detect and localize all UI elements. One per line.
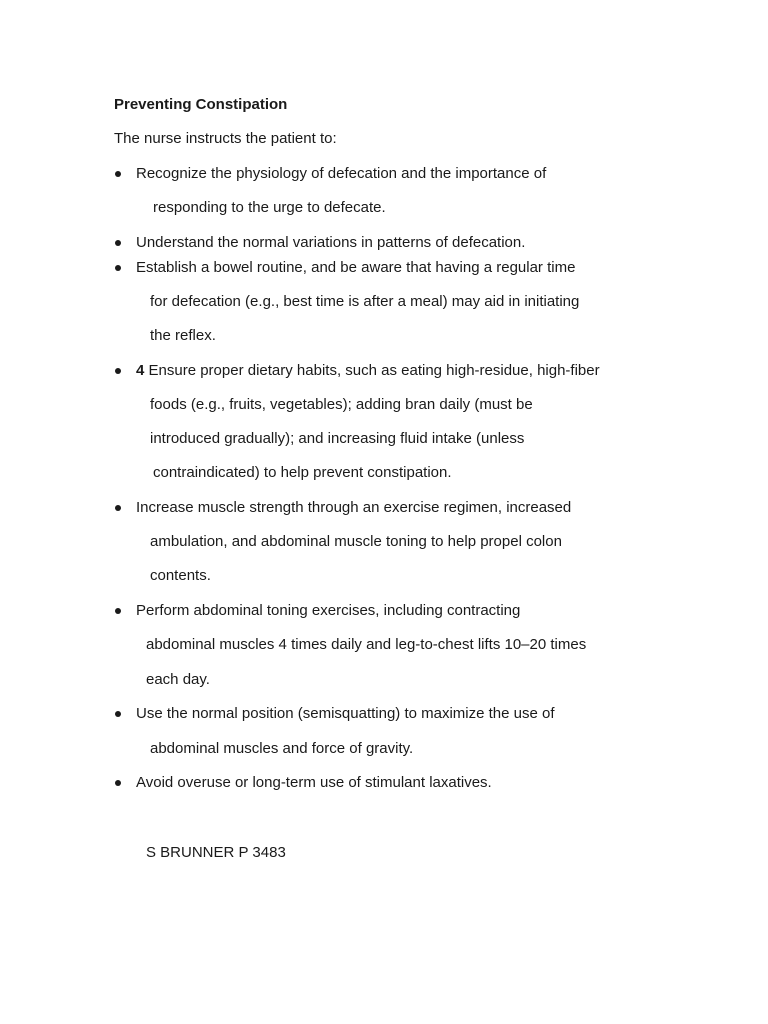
list-item-line: Use the normal position (semisquatting) to maximize the use of — [136, 705, 555, 722]
source-citation: S BRUNNER P 3483 — [146, 844, 286, 861]
bullet-icon — [115, 780, 121, 786]
list-item-line: abdominal muscles and force of gravity. — [150, 740, 414, 757]
list-item-text: Ensure proper dietary habits, such as eating high-residue, high-fiber — [148, 362, 600, 379]
list-item-line: introduced gradually); and increasing fluid intake (unless — [150, 430, 525, 447]
list-item-line: the reflex. — [150, 327, 216, 344]
intro-text: The nurse instructs the patient to: — [114, 130, 337, 147]
item-number: 4 — [136, 362, 145, 379]
list-item-line: Establish a bowel routine, and be aware that having a regular time — [136, 259, 576, 276]
list-item-line: Avoid overuse or long-term use of stimulant laxatives. — [136, 774, 492, 791]
bullet-icon — [115, 711, 121, 717]
list-item-line: for defecation (e.g., best time is after a meal) may aid in initiating — [150, 293, 580, 310]
list-item-line: responding to the urge to defecate. — [153, 199, 386, 216]
list-item-line: Understand the normal variations in patterns of defecation. — [136, 234, 526, 251]
bullet-icon — [115, 505, 121, 511]
list-item-line: each day. — [146, 671, 210, 688]
list-item-line: contraindicated) to help prevent constipation. — [153, 464, 452, 481]
list-item-line: ambulation, and abdominal muscle toning to help propel colon — [150, 533, 562, 550]
document-title: Preventing Constipation — [114, 96, 288, 113]
bullet-icon — [115, 368, 121, 374]
list-item-line: Increase muscle strength through an exercise regimen, increased — [136, 499, 572, 516]
list-item-line: abdominal muscles 4 times daily and leg-to-chest lifts 10–20 times — [146, 636, 587, 653]
bullet-icon — [115, 265, 121, 271]
list-item-line: foods (e.g., fruits, vegetables); adding bran daily (must be — [150, 396, 533, 413]
list-item-line — [136, 362, 600, 380]
list-item-line: contents. — [150, 567, 211, 584]
list-item-line: Perform abdominal toning exercises, including contracting — [136, 602, 521, 619]
bullet-icon — [115, 240, 121, 246]
bullet-icon — [115, 171, 121, 177]
list-item-line: Recognize the physiology of defecation and the importance of — [136, 165, 547, 182]
bullet-icon — [115, 608, 121, 614]
